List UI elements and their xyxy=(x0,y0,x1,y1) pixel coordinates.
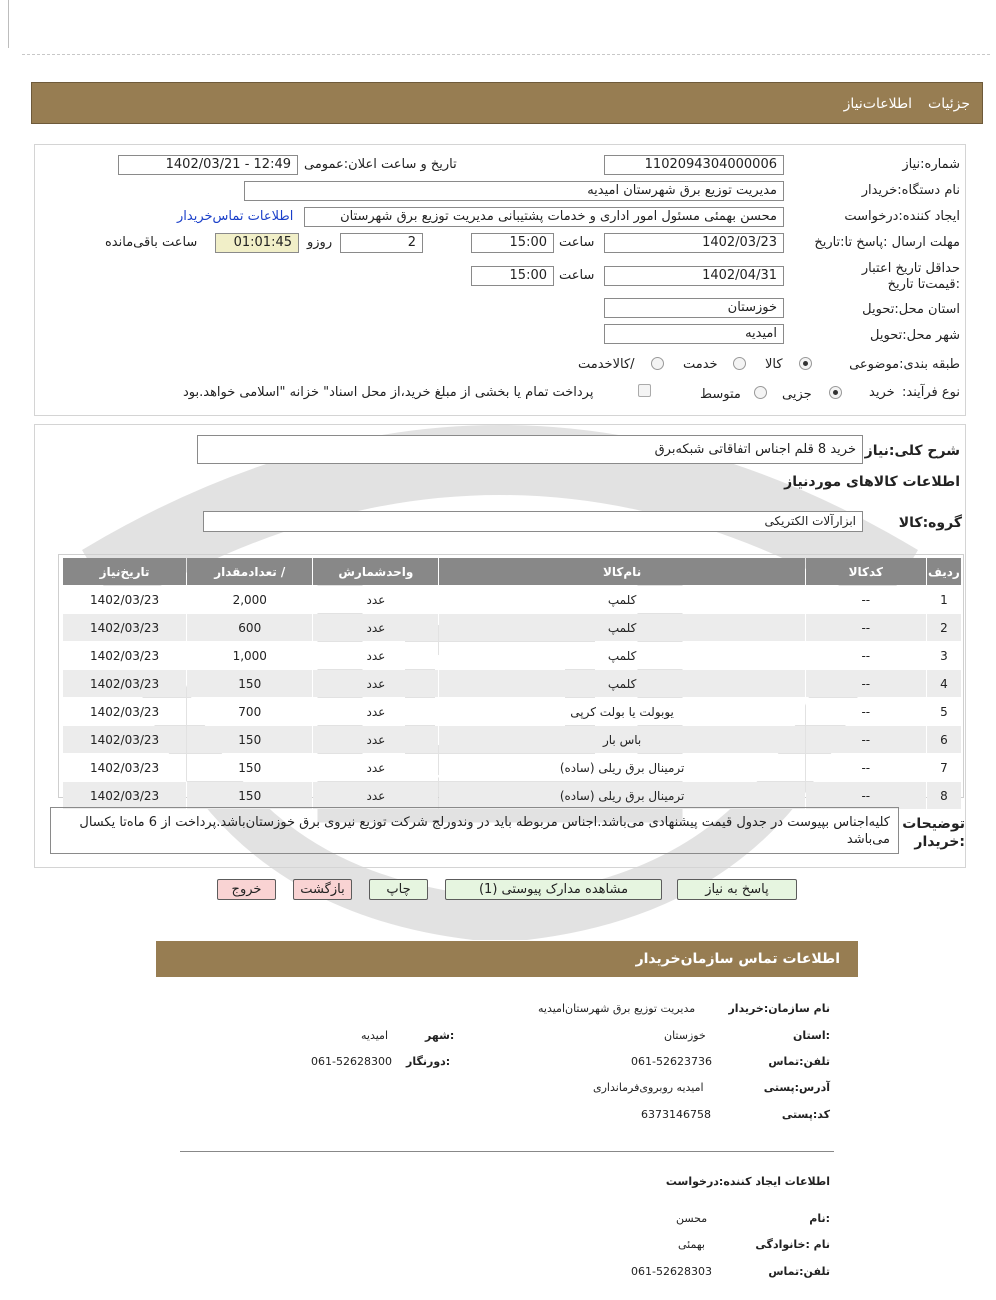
table-row xyxy=(63,642,961,669)
table-row xyxy=(63,614,961,641)
remaining-time-field: 01:01:45 xyxy=(215,233,299,253)
cell-code: -- xyxy=(806,754,926,781)
cell-quantity: 150 xyxy=(187,754,312,781)
announce-label: تاریخ و ساعت اعلان:عمومی xyxy=(304,157,457,172)
contact-address-label: آدرس:پستی xyxy=(763,1081,830,1094)
buyer-org-field: مدیریت توزیع برق شهرستان امیدیه xyxy=(244,181,784,201)
validity-time-field: 15:00 xyxy=(471,266,554,286)
cell-row-number: 2 xyxy=(927,614,961,641)
cell-row-number: 8 xyxy=(927,782,961,809)
treasury-payment-checkbox[interactable] xyxy=(638,384,651,397)
cell-code: -- xyxy=(806,586,926,613)
cell-date: 1402/03/23 xyxy=(63,726,186,753)
cell-code: -- xyxy=(806,698,926,725)
creator-section-title: اطلاعات ایجاد کننده:درخواست xyxy=(665,1175,830,1188)
cell-row-number: 3 xyxy=(927,642,961,669)
cell-name: یوبولت یا بولت کرپی xyxy=(439,698,804,725)
creator-phone-value: 061-52628303 xyxy=(631,1265,712,1278)
page-left-rule xyxy=(8,0,9,48)
cell-quantity: 1,000 xyxy=(187,642,312,669)
creator-phone-label: تلفن:تماس xyxy=(768,1265,830,1278)
buyer-contact-title: اطلاعات تماس سازمان‌خریدار xyxy=(635,951,840,967)
cell-date: 1402/03/23 xyxy=(63,698,186,725)
category-label: طبقه بندی:موضوعی xyxy=(849,357,960,372)
cell-name: کلمپ xyxy=(439,670,804,697)
goods-section-title: اطلاعات کالاهای موردنیاز xyxy=(784,474,960,490)
validity-label: حداقل تاریخ اعتبار :قیمت‌تا تاریخ xyxy=(861,261,960,292)
print-button[interactable]: چاپ xyxy=(369,879,428,900)
cell-quantity: 150 xyxy=(187,726,312,753)
col-header-code: کدکالا xyxy=(806,558,926,585)
table-row xyxy=(63,586,961,613)
cell-name: کلمپ xyxy=(439,642,804,669)
creator-label: ایجاد کننده:درخواست xyxy=(844,209,960,224)
cell-date: 1402/03/23 xyxy=(63,586,186,613)
items-table xyxy=(62,557,962,810)
cell-unit: عدد xyxy=(313,782,438,809)
col-header-date: تاریخ‌نیاز xyxy=(63,558,186,585)
need-number-label: شماره:نیاز xyxy=(902,157,960,172)
announce-datetime-field: 1402/03/21 - 12:49 xyxy=(118,155,298,175)
cell-unit: عدد xyxy=(313,754,438,781)
city-field: امیدیه xyxy=(604,324,784,344)
process-minor-radio[interactable] xyxy=(829,386,842,399)
contact-address-value: امیدیه روبروی‌فرمانداری xyxy=(593,1081,704,1094)
city-label: شهر محل:تحویل xyxy=(870,328,960,343)
reply-button[interactable]: پاسخ به نیاز xyxy=(677,879,797,900)
table-row xyxy=(63,754,961,781)
deadline-time-field: 15:00 xyxy=(471,233,554,253)
contact-city-value: امیدیه xyxy=(361,1029,389,1042)
cell-row-number: 4 xyxy=(927,670,961,697)
col-header-row-number: ردیف xyxy=(927,558,961,585)
cell-name: باس بار xyxy=(439,726,804,753)
tab-need-info[interactable]: اطلاعات‌نیاز xyxy=(843,96,912,112)
creator-name-label: :نام xyxy=(809,1212,830,1225)
creator-field: محسن بهمئی مسئول امور اداری و خدمات پشتیبانی مدیریت توزیع برق شهرستان xyxy=(304,207,784,227)
col-header-unit: واحدشمارش xyxy=(313,558,438,585)
category-goods-radio[interactable] xyxy=(799,357,812,370)
cell-name: ترمینال برق ریلی (ساده) xyxy=(439,754,804,781)
process-medium-label: متوسط xyxy=(700,387,741,402)
deadline-time-label: ساعت xyxy=(559,235,595,250)
top-divider xyxy=(22,54,990,55)
process-buy-label: خرید xyxy=(869,385,895,400)
contact-phone-value: 061-52623736 xyxy=(631,1055,712,1068)
cell-date: 1402/03/23 xyxy=(63,670,186,697)
remaining-label: ساعت باقی‌مانده xyxy=(105,235,198,250)
process-medium-radio[interactable] xyxy=(754,386,767,399)
contact-fax-value: 061-52628300 xyxy=(311,1055,392,1068)
col-header-quantity: / تعدادمقدار xyxy=(187,558,312,585)
col-header-name: نام‌کالا xyxy=(439,558,804,585)
contact-org-label: نام سازمان:خریدار xyxy=(728,1002,830,1015)
header-tab-bar xyxy=(31,82,983,124)
cell-unit: عدد xyxy=(313,614,438,641)
category-service-radio[interactable] xyxy=(733,357,746,370)
buyer-contact-link[interactable]: اطلاعات تماس‌خریدار xyxy=(177,209,294,224)
back-button[interactable]: بازگشت xyxy=(293,879,352,900)
cell-date: 1402/03/23 xyxy=(63,642,186,669)
creator-family-label: نام :خانوادگی xyxy=(755,1238,830,1251)
table-header-row xyxy=(63,558,961,585)
cell-quantity: 700 xyxy=(187,698,312,725)
table-row xyxy=(63,698,961,725)
cell-row-number: 5 xyxy=(927,698,961,725)
cell-unit: عدد xyxy=(313,642,438,669)
cell-quantity: 600 xyxy=(187,614,312,641)
table-row xyxy=(63,670,961,697)
cell-code: -- xyxy=(806,726,926,753)
contact-postal-value: 6373146758 xyxy=(641,1108,711,1121)
cell-row-number: 7 xyxy=(927,754,961,781)
summary-field: خرید 8 قلم اجناس اتفاقاتی شبکه‌برق xyxy=(197,435,863,464)
days-field: 2 xyxy=(340,233,423,253)
category-goods-service-label: /کالاخدمت xyxy=(578,357,635,372)
category-goods-service-radio[interactable] xyxy=(651,357,664,370)
cell-unit: عدد xyxy=(313,726,438,753)
contact-divider xyxy=(180,1151,834,1152)
validity-date-field: 1402/04/31 xyxy=(604,266,784,286)
province-field: خوزستان xyxy=(604,298,784,318)
contact-fax-label: :دورنگار xyxy=(406,1055,451,1068)
cell-date: 1402/03/23 xyxy=(63,754,186,781)
summary-label: شرح کلی:نیاز xyxy=(864,443,960,459)
cell-name: کلمپ xyxy=(439,614,804,641)
contact-phone-label: تلفن:تماس xyxy=(768,1055,830,1068)
table-row xyxy=(63,726,961,753)
buyer-contact-header xyxy=(156,941,858,977)
process-minor-label: جزیی xyxy=(782,387,812,402)
process-label: نوع فرآیند: xyxy=(902,385,960,400)
buyer-notes-label: توضیحات :خریدار xyxy=(902,816,965,850)
contact-org-value: مدیریت توزیع برق شهرستان‌امیدیه xyxy=(538,1002,696,1015)
cell-code: -- xyxy=(806,614,926,641)
cell-date: 1402/03/23 xyxy=(63,614,186,641)
creator-family-value: بهمئی xyxy=(678,1238,705,1251)
buyer-org-label: نام دستگاه:خریدار xyxy=(861,183,960,198)
creator-name-value: محسن xyxy=(676,1212,708,1225)
cell-code: -- xyxy=(806,782,926,809)
category-goods-label: کالا xyxy=(765,357,783,372)
goods-group-field: ابزارآلات الکتریکی xyxy=(203,511,863,532)
exit-button[interactable]: خروج xyxy=(217,879,276,900)
cell-name: ترمینال برق ریلی (ساده) xyxy=(439,782,804,809)
goods-group-label: گروه:کالا xyxy=(898,515,962,531)
deadline-label: مهلت ارسال :پاسخ تا:تاریخ xyxy=(814,235,960,250)
cell-quantity: 2,000 xyxy=(187,586,312,613)
validity-time-label: ساعت xyxy=(559,268,595,283)
cell-unit: عدد xyxy=(313,698,438,725)
cell-date: 1402/03/23 xyxy=(63,782,186,809)
cell-name: کلمپ xyxy=(439,586,804,613)
days-label: روزو xyxy=(307,235,333,250)
contact-province-value: خوزستان xyxy=(664,1029,706,1042)
contact-city-label: :شهر xyxy=(425,1029,455,1042)
cell-unit: عدد xyxy=(313,586,438,613)
contact-province-label: :استان xyxy=(793,1029,830,1042)
contact-postal-label: کد:پستی xyxy=(781,1108,830,1121)
need-number-field: 1102094304000006 xyxy=(604,155,784,175)
cell-row-number: 6 xyxy=(927,726,961,753)
cell-unit: عدد xyxy=(313,670,438,697)
view-attachments-button[interactable]: مشاهده مدارک پیوستی (1) xyxy=(445,879,662,900)
cell-quantity: 150 xyxy=(187,670,312,697)
treasury-payment-text: پرداخت تمام یا بخشی از مبلغ خرید،از محل اسناد" خزانه "اسلامی خواهد.بود xyxy=(183,385,594,400)
table-row xyxy=(63,782,961,809)
cell-row-number: 1 xyxy=(927,586,961,613)
province-label: استان محل:تحویل xyxy=(862,302,960,317)
cell-quantity: 150 xyxy=(187,782,312,809)
tab-details[interactable]: جزئیات xyxy=(928,96,970,112)
deadline-date-field: 1402/03/23 xyxy=(604,233,784,253)
category-service-label: خدمت xyxy=(683,357,718,372)
buyer-notes-field: کلیه‌اجناس بپیوست در جدول قیمت پیشنهادی می‌باشد.اجناس مربوطه باید در وندورلج شرکت توزیع نیروی برق خوزستان‌باشد.پرداخت از 6 ماه‌تا یکسال می‌باشد xyxy=(50,807,899,854)
cell-code: -- xyxy=(806,670,926,697)
cell-code: -- xyxy=(806,642,926,669)
